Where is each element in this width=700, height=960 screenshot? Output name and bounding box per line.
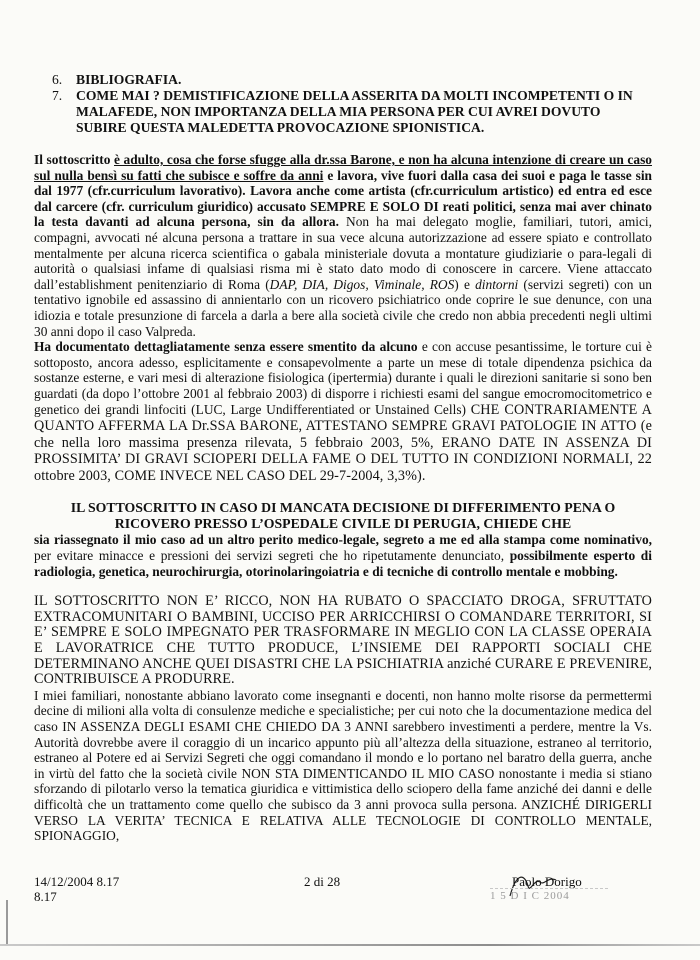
underlined-claim: è adulto, cosa che forse sfugge alla dr.ssa Barone, e non ha alcuna intenzione di creare un caso sul nulla bensì su fatti che subisce e soffre da anni bbox=[34, 152, 652, 183]
toc-item bbox=[52, 88, 652, 136]
paragraph-statement bbox=[34, 152, 652, 339]
text-run: sia riassegnato il mio caso ad un altro perito medico-legale, segreto a me ed alla stampa come nominativo, bbox=[34, 532, 652, 548]
footer-date bbox=[34, 874, 119, 904]
footer-time: 8.17 bbox=[34, 889, 57, 904]
table-of-contents bbox=[52, 72, 652, 136]
text-run: Ha documentato dettagliatamente senza essere smentito da alcuno bbox=[34, 339, 418, 355]
text-run: possibilmente esperto di radiologia, genetica, neurochirurgia, otorinolaringoiatria e di tecniche di controllo mentale e mobbing. bbox=[34, 548, 652, 579]
text-run: per evitare minacce e pressioni dei servizi segreti che ho ripetutamente denunciato, bbox=[34, 548, 510, 564]
paragraph-documentation bbox=[34, 339, 652, 484]
date-stamp: 1 5 D I C 2004 bbox=[490, 888, 608, 909]
text-run: e lavora, vive fuori dalla casa dei suoi e paga le tasse sin dal 1977 (cfr.curriculum lavorativo). Lavora anche come artista (cfr.curriculum artistico) ed entra ed esce dal carcere (cfr. curriculum giuridico) accusato SEMPRE E SOLO DI reati politici, senza mai aver chinato la testa davanti ad alcuna persona, sin da allora. bbox=[34, 167, 653, 230]
page-footer bbox=[34, 874, 652, 914]
page-number: 2 di 28 bbox=[304, 874, 341, 889]
paragraph-family: I miei familiari, nonostante abbiano lavorato come insegnanti e docenti, non hanno molte risorse da permettermi decine di milioni alla volta di consulenze mediche e specialistiche; per cui noto che la documentazione medica del caso IN ASSENZA DEGLI ESAMI CHE CHIEDO DA 3 ANNI sarebbero investimenti a perdere, mentre la Vs. Autorità dovrebbe avere il coraggio di un incarico appunto più all’altezza della situazione, estraneo al territorio, estraneo al Potere ed ai Servizi Segreti che oggi comandano il mondo e lo portano nel baratro della guerra, anche in virtù del fatto che la società civile NON STA DIMENTICANDO IL MIO CASO nonostante i media si stiano sforzando di pilotarlo verso la tematica giuridica e vittimistica dello sciopero della fame anziché dei danni e delle difficoltà che un trattamento come quello che subisco da 3 anni provoca sulla persona. ANZICHÉ DIRIGERLI VERSO LA VERITA’ TECNICA E RELATIVA ALLE TECNOLOGIE DI CONTROLLO MENTALE, SPIONAGGIO, bbox=[34, 687, 652, 844]
scan-edge bbox=[6, 900, 8, 944]
toc-number: 6. bbox=[52, 72, 63, 87]
text-run-italic: dintorni bbox=[475, 276, 519, 292]
section-heading: IL SOTTOSCRITTO IN CASO DI MANCATA DECISIONE DI DIFFERIMENTO PENA O RICOVERO PRESSO L’OSPEDALE CIVILE DI PERUGIA, CHIEDE CHE bbox=[70, 500, 616, 532]
text-run: ) e bbox=[454, 276, 476, 292]
toc-title: COME MAI ? DEMISTIFICAZIONE DELLA ASSERITA DA MOLTI INCOMPETENTI O IN MALAFEDE, NON IMPORTANZA DELLA MIA PERSONA PER CUI AVREI DOVUTO SUBIRE QUESTA MALEDETTA PROVOCAZIONE SPIONISTICA. bbox=[76, 88, 633, 135]
scan-edge bbox=[0, 944, 700, 946]
toc-title: BIBLIOGRAFIA. bbox=[76, 72, 182, 87]
text-run-caps: CHE CONTRARIAMENTE A QUANTO AFFERMA LA Dr.SSA BARONE, ATTESTANO SEMPRE GRAVI PATOLOGIE IN ATTO (e che nella loro massima presenza rilevata, 5 febbraio 2003, 5%, ERANO DATE IN ASSENZA DI PROSSIMITA’ DI GRAVI SCIOPERI DELLA FAME O DEL TUTTO IN CONDIZIONI NORMALI, 22 ottobre 2003, COME INVECE NEL CASO DEL 29-7-2004, 3,3%). bbox=[34, 401, 652, 484]
text-run: Il sottoscritto bbox=[34, 152, 114, 167]
paragraph-request bbox=[34, 532, 652, 579]
paragraph-caps-statement: IL SOTTOSCRITTO NON E’ RICCO, NON HA RUBATO O SPACCIATO DROGA, SFRUTTATO EXTRACOMUNITARI O BAMBINI, UCCISO PER ARRICCHIRSI O COMANDARE TERRITORI, SI E’ SEMPRE E SOLO IMPEGNATO PER TRASFORMARE IN MEGLIO CON LA CLASSE OPERAIA E LAVORATRICE CHE TUTTO PRODUCE, L’INSIEME DEI RAPPORTI SOCIALI CHE DETERMINANO ANCHE QUEI DISASTRI CHE LA PSICHIATRIA anziché CURARE E PREVENIRE, CONTRIBUISCE A PRODURRE. bbox=[34, 593, 652, 688]
signature-name: Paolo Dorigo bbox=[512, 874, 582, 889]
agency-list: DAP, DIA, Digos, Viminale, ROS bbox=[269, 276, 455, 292]
document-page bbox=[34, 72, 652, 844]
toc-number: 7. bbox=[52, 88, 63, 103]
text-run: Non ha mai delegato moglie, familiari, tutori, amici, compagni, avvocati né alcuna persona a trattare in sua vece alcuna autorizzazione ad essere spiato e controllato mentalmente per alcuna ricerca scientifica o gabala ministeriale dovuta a montature giudiziarie o para-legali di autorità o qualsiasi infame di qualsiasi risma mi è stato dato modo di conoscere in carcere. Viene attaccato dall’establishment penitenziario di Roma ( bbox=[34, 214, 652, 292]
footer-datetime: 14/12/2004 8.17 bbox=[34, 874, 120, 889]
text-run: (servizi segreti) con un tentativo ignobile ed assassino di annientarlo con un ricovero psichiatrico onde coprire le sue denunce, con una idiozia e totale presunzione di farcela a darla a bere alla società civile che credo non abbia precedenti negli ultimi 30 anni dopo il caso Valpreda. bbox=[34, 276, 652, 339]
toc-item bbox=[52, 72, 652, 88]
text-run: e con accuse pesantissime, le torture cui è sottoposto, ancora adesso, esplicitamente e consapevolmente a parte un mese di totale dipendenza psichica da sostanze esterne, e vari mesi di alterazione fisiologica (ipertermia) durante i quali le direzioni sanitarie si sono ben guardati (da dopo l’ottobre 2001 al febbraio 2003) di disporre i richiesti esami del sangue emocromocitometrico e genetico dei grandi linfociti (LUC, Large Undifferentiated or Unstained Cells) bbox=[34, 339, 652, 417]
